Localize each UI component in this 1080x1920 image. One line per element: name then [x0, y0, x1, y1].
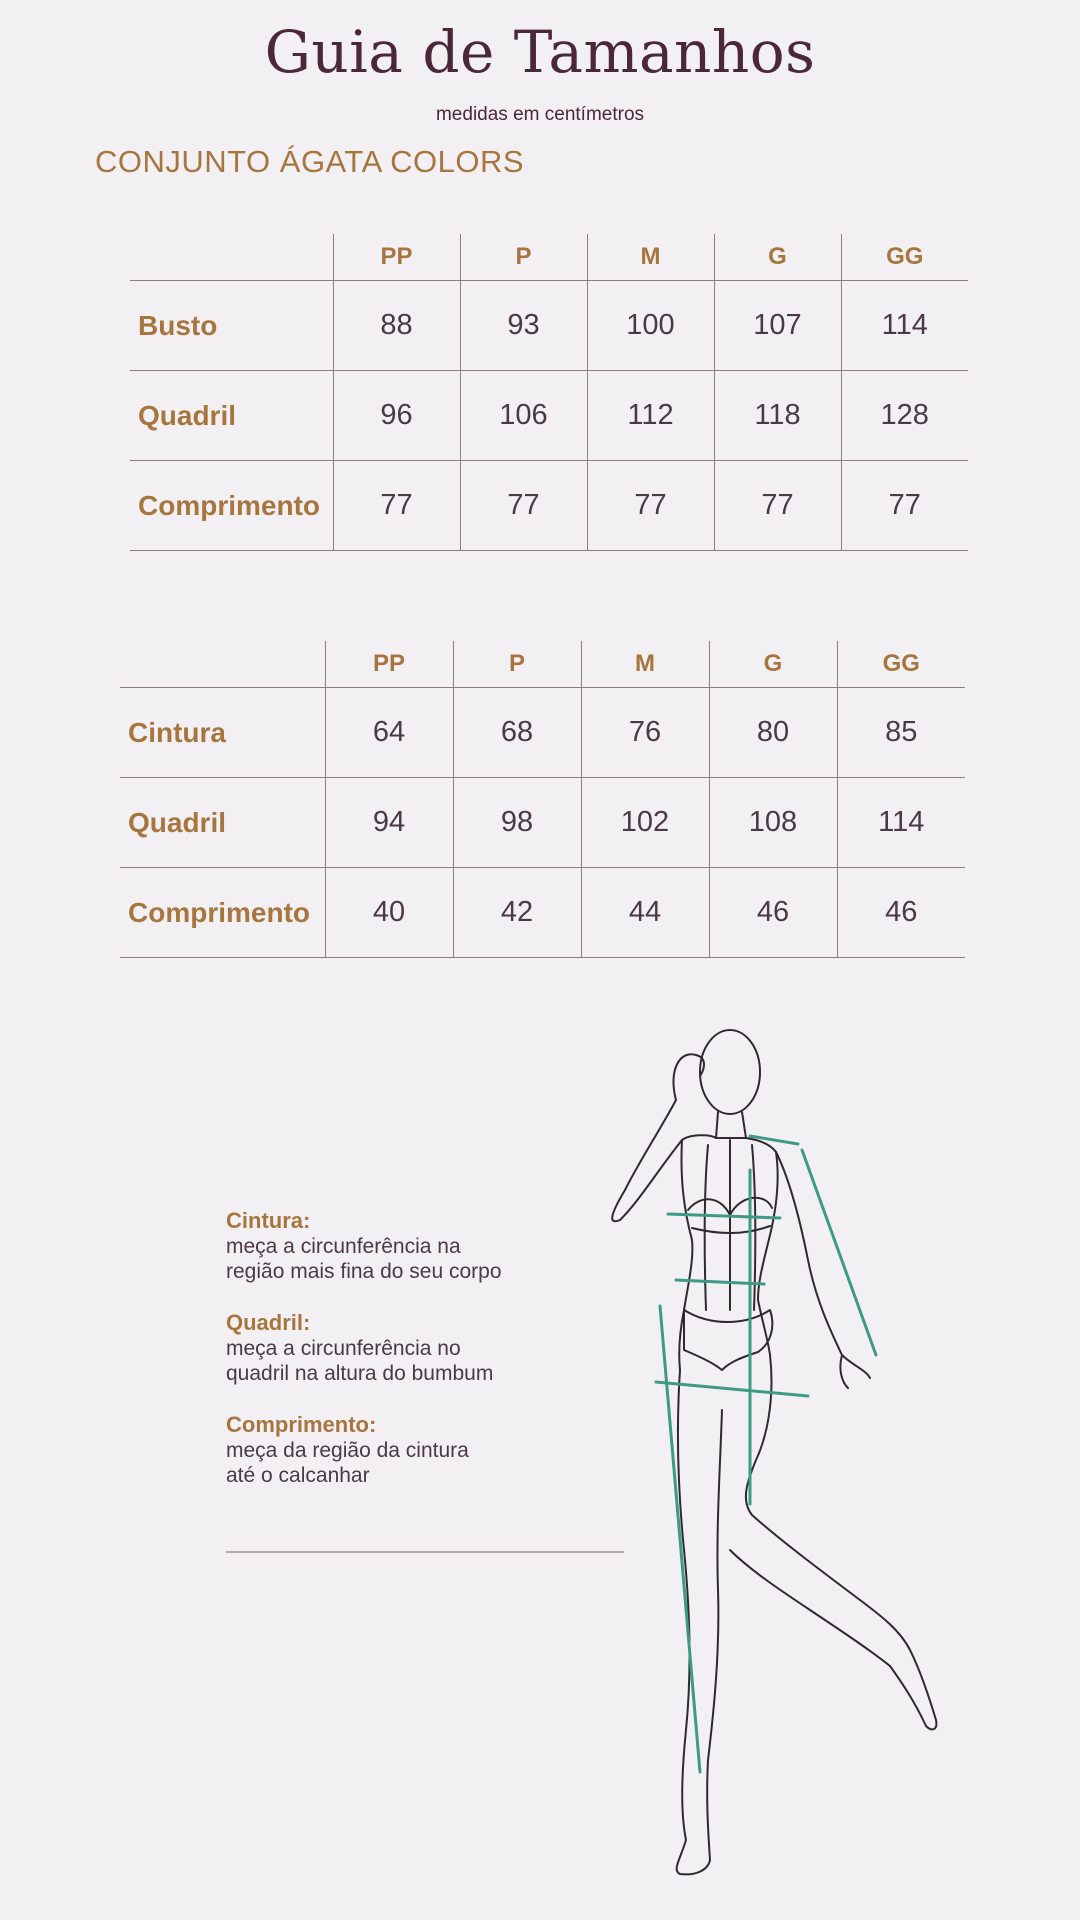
measure-value: 98: [453, 778, 581, 868]
measure-value: 93: [460, 281, 587, 371]
measure-value: 102: [581, 778, 709, 868]
raised-leg-outline: [730, 1355, 936, 1729]
torso-left-outline: [679, 1140, 692, 1370]
table-row: [120, 778, 965, 868]
size-table-bottom: [120, 641, 965, 958]
size-header: M: [587, 234, 714, 281]
table-header-row: [130, 234, 968, 281]
measure-value: 77: [460, 461, 587, 551]
page-title: Guia de Tamanhos: [264, 18, 816, 86]
table-row: [130, 371, 968, 461]
measure-value: 88: [333, 281, 460, 371]
size-header: P: [453, 641, 581, 688]
measure-label: Busto: [130, 281, 333, 371]
measure-value: 77: [714, 461, 841, 551]
briefs-outline: [684, 1310, 772, 1370]
instruction-line: quadril na altura do bumbum: [226, 1362, 494, 1385]
measure-value: 114: [837, 778, 965, 868]
measure-value: 68: [453, 688, 581, 778]
instruction-line: meça da região da cintura: [226, 1439, 469, 1462]
measure-value: 94: [325, 778, 453, 868]
table-corner: [130, 234, 333, 281]
table-row: [130, 281, 968, 371]
table-row: [120, 868, 965, 958]
measure-value: 77: [333, 461, 460, 551]
divider: [226, 1551, 624, 1553]
size-header: P: [460, 234, 587, 281]
measure-value: 80: [709, 688, 837, 778]
product-name: CONJUNTO ÁGATA COLORS: [95, 144, 525, 179]
size-header: PP: [325, 641, 453, 688]
instruction-line: meça a circunferência no: [226, 1337, 461, 1360]
table-row: [120, 688, 965, 778]
instruction-line: região mais fina do seu corpo: [226, 1260, 502, 1283]
instruction-title: Comprimento:: [226, 1412, 377, 1437]
measure-label: Quadril: [130, 371, 333, 461]
standing-leg-outline: [677, 1370, 722, 1874]
page-subtitle: medidas em centímetros: [435, 104, 645, 125]
table-corner: [120, 641, 325, 688]
instruction-line: até o calcanhar: [226, 1464, 370, 1487]
measure-value: 42: [453, 868, 581, 958]
head-shape: [700, 1030, 760, 1114]
measure-value: 77: [841, 461, 968, 551]
table-row: [130, 461, 968, 551]
measure-value: 112: [587, 371, 714, 461]
measure-value: 106: [460, 371, 587, 461]
size-header: M: [581, 641, 709, 688]
measure-value: 96: [333, 371, 460, 461]
measure-label: Comprimento: [120, 868, 325, 958]
measurement-instructions: [226, 1208, 626, 1514]
measure-value: 85: [837, 688, 965, 778]
arm-measure-line: [802, 1150, 876, 1355]
instruction-comprimento: [226, 1412, 626, 1488]
measure-value: 44: [581, 868, 709, 958]
measure-value: 100: [587, 281, 714, 371]
measure-value: 64: [325, 688, 453, 778]
measure-value: 40: [325, 868, 453, 958]
measure-label: Cintura: [120, 688, 325, 778]
size-header: GG: [837, 641, 965, 688]
measure-value: 107: [714, 281, 841, 371]
size-header: G: [709, 641, 837, 688]
measure-value: 118: [714, 371, 841, 461]
measure-value: 128: [841, 371, 968, 461]
measure-value: 77: [587, 461, 714, 551]
instruction-title: Quadril:: [226, 1310, 311, 1335]
table-header-row: [120, 641, 965, 688]
measure-label: Comprimento: [130, 461, 333, 551]
instruction-title: Cintura:: [226, 1208, 311, 1233]
measure-value: 114: [841, 281, 968, 371]
bust-measure-line: [668, 1214, 780, 1218]
size-header: G: [714, 234, 841, 281]
measure-value: 46: [837, 868, 965, 958]
measure-value: 46: [709, 868, 837, 958]
measure-value: 108: [709, 778, 837, 868]
instruction-quadril: [226, 1310, 626, 1386]
size-header: GG: [841, 234, 968, 281]
size-table-top: [130, 234, 968, 551]
measure-value: 76: [581, 688, 709, 778]
instruction-line: meça a circunferência na: [226, 1235, 461, 1258]
measure-label: Quadril: [120, 778, 325, 868]
neck-outline: [716, 1112, 746, 1138]
size-header: PP: [333, 234, 460, 281]
instruction-cintura: [226, 1208, 626, 1284]
right-arm-outline: [776, 1152, 870, 1388]
body-measurement-illustration-icon: [580, 1010, 960, 1890]
left-arm-outline: [612, 1100, 682, 1221]
